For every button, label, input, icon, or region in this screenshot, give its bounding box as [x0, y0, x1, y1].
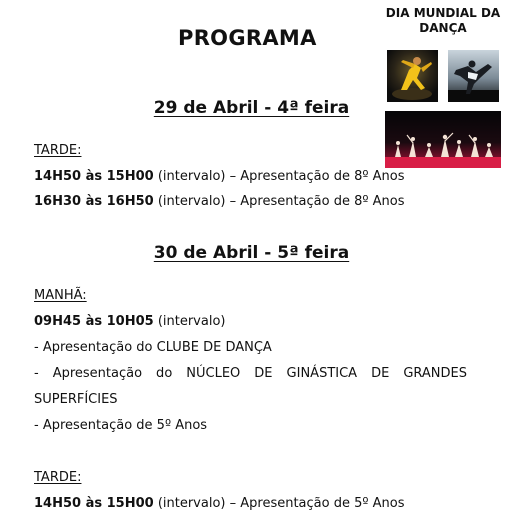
page-title: PROGRAMA [178, 26, 317, 50]
list-item: - Apresentação do NÚCLEO DE GINÁSTICA DE GRANDES [34, 366, 467, 381]
schedule-text: (intervalo) [153, 314, 226, 329]
afternoon-label-day1: TARDE: [34, 143, 82, 158]
badge-line-2: DANÇA [419, 21, 467, 35]
stage-group-photo [385, 111, 501, 168]
breakdance-photo [448, 50, 499, 102]
list-item: SUPERFÍCIES [34, 392, 118, 407]
date-heading-day1: 29 de Abril - 4ª feira [153, 98, 350, 118]
schedule-row [34, 194, 405, 209]
schedule-text: (intervalo) – Apresentação de 8º Anos [153, 169, 405, 184]
badge-line-1: DIA MUNDIAL DA [385, 6, 501, 20]
dancer-photo [387, 50, 438, 102]
schedule-time: 14H50 às 15H00 [34, 496, 154, 511]
date-heading-day2: 30 de Abril - 5ª feira [153, 243, 350, 263]
schedule-text: (intervalo) – Apresentação de 5º Anos [153, 496, 405, 511]
schedule-text: (intervalo) – Apresentação de 8º Anos [153, 194, 405, 209]
schedule-row [34, 496, 405, 511]
list-item: - Apresentação do CLUBE DE DANÇA [34, 340, 272, 355]
schedule-time: 09H45 às 10H05 [34, 314, 154, 329]
schedule-row [34, 314, 225, 329]
event-badge-title [380, 6, 506, 36]
schedule-time: 14H50 às 15H00 [34, 169, 154, 184]
schedule-row [34, 169, 405, 184]
list-item: - Apresentação de 5º Anos [34, 418, 208, 433]
morning-label-day2: MANHÃ: [34, 288, 87, 303]
afternoon-label-day2: TARDE: [34, 470, 82, 485]
schedule-time: 16H30 às 16H50 [34, 194, 154, 209]
